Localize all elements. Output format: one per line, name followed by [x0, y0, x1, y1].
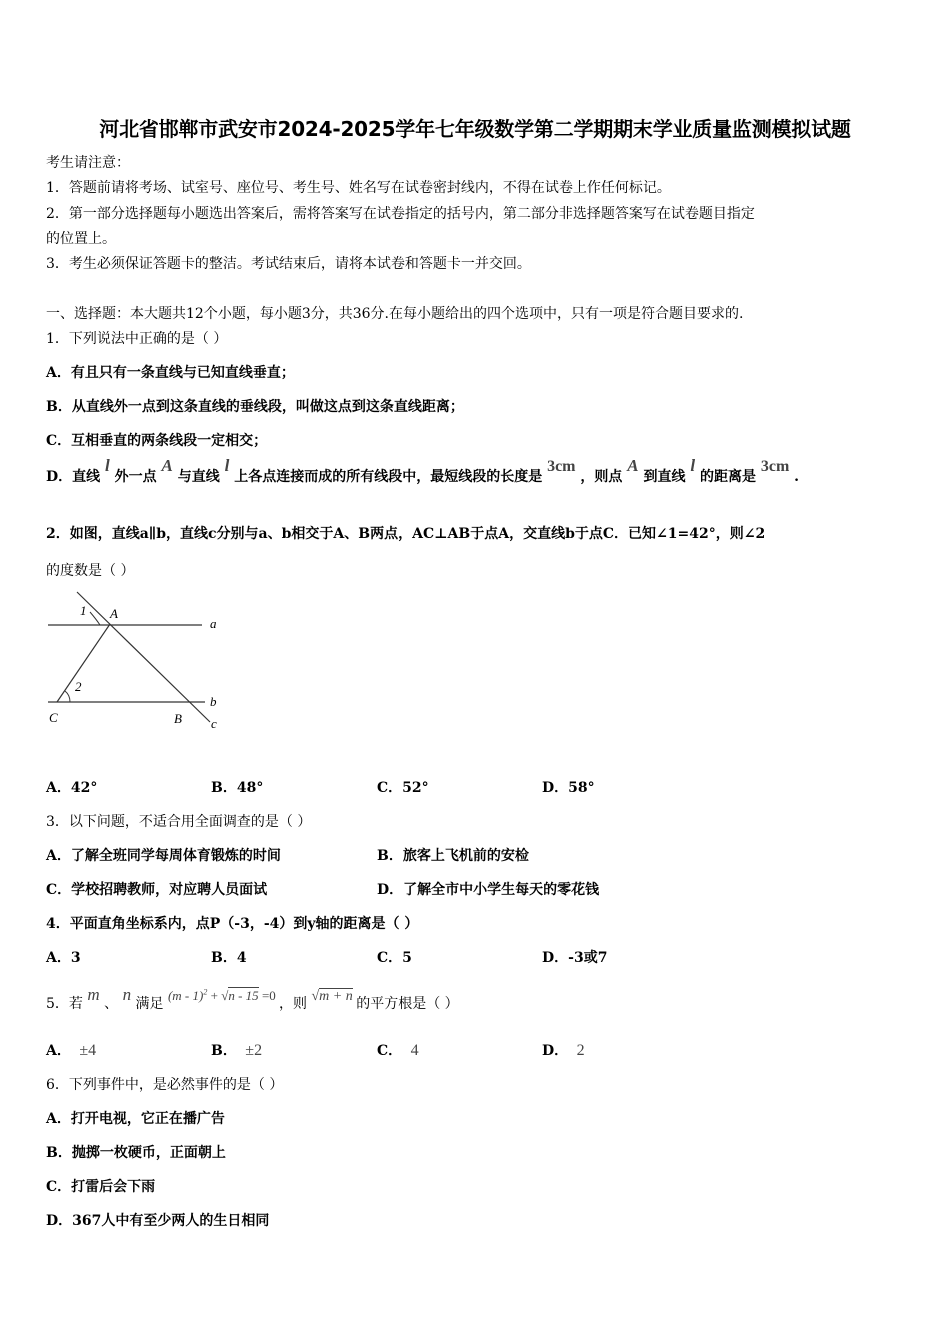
q2-option-c: C．52° [377, 780, 429, 796]
notice-item: 的位置上。 [46, 231, 116, 247]
math-l: l [105, 456, 110, 475]
notice-item: 3．考生必须保证答题卡的整洁。考试结束后，请将本试卷和答题卡一并交回。 [46, 256, 531, 272]
q4-option-d: D．-3或7 [542, 950, 608, 966]
segment-ac [57, 624, 110, 702]
q1-d-text: 与直线 [177, 469, 220, 485]
q1-d-text: 到直线 [643, 469, 686, 485]
q5-option-a [46, 1040, 96, 1060]
option-label: C． [377, 1043, 403, 1059]
math-l: l [690, 456, 696, 475]
q6-option-a: A．打开电视，它正在播广告 [46, 1111, 225, 1127]
q2-figure [40, 585, 240, 735]
q2-option-d: D．58° [542, 780, 595, 796]
q2-option-a: A．42° [46, 780, 98, 796]
label-C: C [49, 710, 58, 725]
q6-option-d: D．367人中有至少两人的生日相同 [46, 1213, 270, 1229]
eq-radicand: n - 15 [228, 988, 259, 1003]
page-title: 河北省邯郸市武安市2024-2025学年七年级数学第二学期期末学业质量监测模拟试题 [99, 117, 851, 141]
q5-text: 的平方根是（ ） [356, 996, 459, 1012]
label-c: c [211, 716, 217, 731]
math-A: A [161, 456, 173, 475]
q1-d-text: . [794, 469, 800, 485]
q1-option-d [46, 456, 800, 496]
q3-option-c: C．学校招聘教师，对应聘人员面试 [46, 882, 268, 898]
option-value: 4 [410, 1042, 419, 1059]
q1-d-text: 的距离是 [699, 469, 756, 485]
q3-option-b: B．旅客上飞机前的安检 [377, 848, 529, 864]
q1-d-text: 外一点 [114, 469, 157, 485]
option-label: D． [542, 1043, 569, 1059]
option-label: B． [211, 1043, 237, 1059]
q5-text: 5．若 [46, 996, 83, 1012]
q5-equation: (m - 1)$^2$ + √n - 15 =0 [167, 987, 276, 1003]
label-2: 2 [75, 679, 82, 694]
q4-option-a: A．3 [46, 950, 81, 966]
q1-d-text: 上各点连接而成的所有线段中，最短线段的长度是 [234, 469, 543, 485]
angle-2-arc [65, 691, 70, 702]
q2-stem-cont: 的度数是（ ） [46, 563, 135, 579]
option-value: ±2 [245, 1042, 263, 1059]
q1-option-b: B．从直线外一点到这条直线的垂线段，叫做这点到这条直线距离； [46, 399, 464, 415]
option-value: ±4 [79, 1042, 97, 1059]
q5-option-c [377, 1040, 419, 1060]
q3-stem: 3．以下问题，不适合用全面调查的是（ ） [46, 814, 312, 830]
q4-option-c: C．5 [377, 950, 412, 966]
q1-d-text: D．直线 [46, 469, 101, 485]
section-heading: 一、选择题：本大题共12个小题，每小题3分，共36分.在每小题给出的四个选项中，只有一项是符合题目要求的. [46, 306, 744, 322]
q5-text: 满足 [135, 996, 164, 1012]
math-A: A [627, 456, 639, 475]
q2-option-b: B．48° [211, 780, 264, 796]
notice-item: 1．答题前请将考场、试室号、座位号、考生号、姓名写在试卷密封线内，不得在试卷上作任何标记。 [46, 180, 671, 196]
q5-option-d [542, 1040, 585, 1060]
q6-stem: 6．下列事件中，是必然事件的是（ ） [46, 1077, 284, 1093]
eq-exp: 2 [203, 987, 208, 997]
q4-option-b: B．4 [211, 950, 247, 966]
notice-item: 2．第一部分选择题每小题选出答案后，需将答案写在试卷指定的括号内，第二部分非选择题答案写在试卷题目指定 [46, 206, 755, 222]
q6-option-b: B．抛掷一枚硬币，正面朝上 [46, 1145, 226, 1161]
eq-plus: + [210, 988, 218, 1003]
option-label: A． [46, 1043, 71, 1059]
q5-sqrt: √m + n [311, 989, 353, 1004]
math-m: m [87, 985, 100, 1004]
label-1: 1 [80, 603, 87, 618]
notice-heading: 考生请注意： [46, 155, 130, 171]
q2-stem: 2．如图，直线a∥b，直线c分别与a、b相交于A、B两点，AC⊥AB于点A，交直线b于点C．已知∠1=42°，则∠2 [46, 526, 766, 542]
q1-d-text: ，则点 [580, 469, 623, 485]
q6-option-c: C．打雷后会下雨 [46, 1179, 156, 1195]
q1-stem: 1．下列说法中正确的是（ ） [46, 331, 228, 347]
label-A: A [110, 606, 118, 621]
label-B: B [174, 711, 182, 726]
q4-stem: 4．平面直角坐标系内，点P（-3，-4）到y轴的距离是（ ） [46, 916, 419, 932]
label-b: b [210, 694, 217, 709]
q1-option-c: C．互相垂直的两条线段一定相交； [46, 433, 268, 449]
q5-option-b [211, 1040, 262, 1060]
q1-option-a: A．有且只有一条直线与已知直线垂直； [46, 365, 295, 381]
q3-option-d: D．了解全市中小学生每天的零花钱 [377, 882, 600, 898]
q5-text: 、 [104, 996, 119, 1012]
math-l: l [224, 456, 230, 475]
eq-base: (m - 1) [167, 988, 204, 1003]
math-n: n [122, 985, 132, 1004]
angle-1-arc [90, 612, 100, 625]
q3-option-a: A．了解全班同学每周体育锻炼的时间 [46, 848, 281, 864]
math-3cm: 3cm [760, 458, 790, 475]
option-value: 2 [576, 1042, 585, 1059]
math-3cm: 3cm [547, 458, 576, 475]
label-a: a [210, 616, 217, 631]
sqrt-radicand: m + n [319, 989, 353, 1004]
eq-end: =0 [261, 988, 276, 1003]
q5-stem [46, 985, 459, 1023]
q5-text: ，则 [279, 996, 308, 1012]
